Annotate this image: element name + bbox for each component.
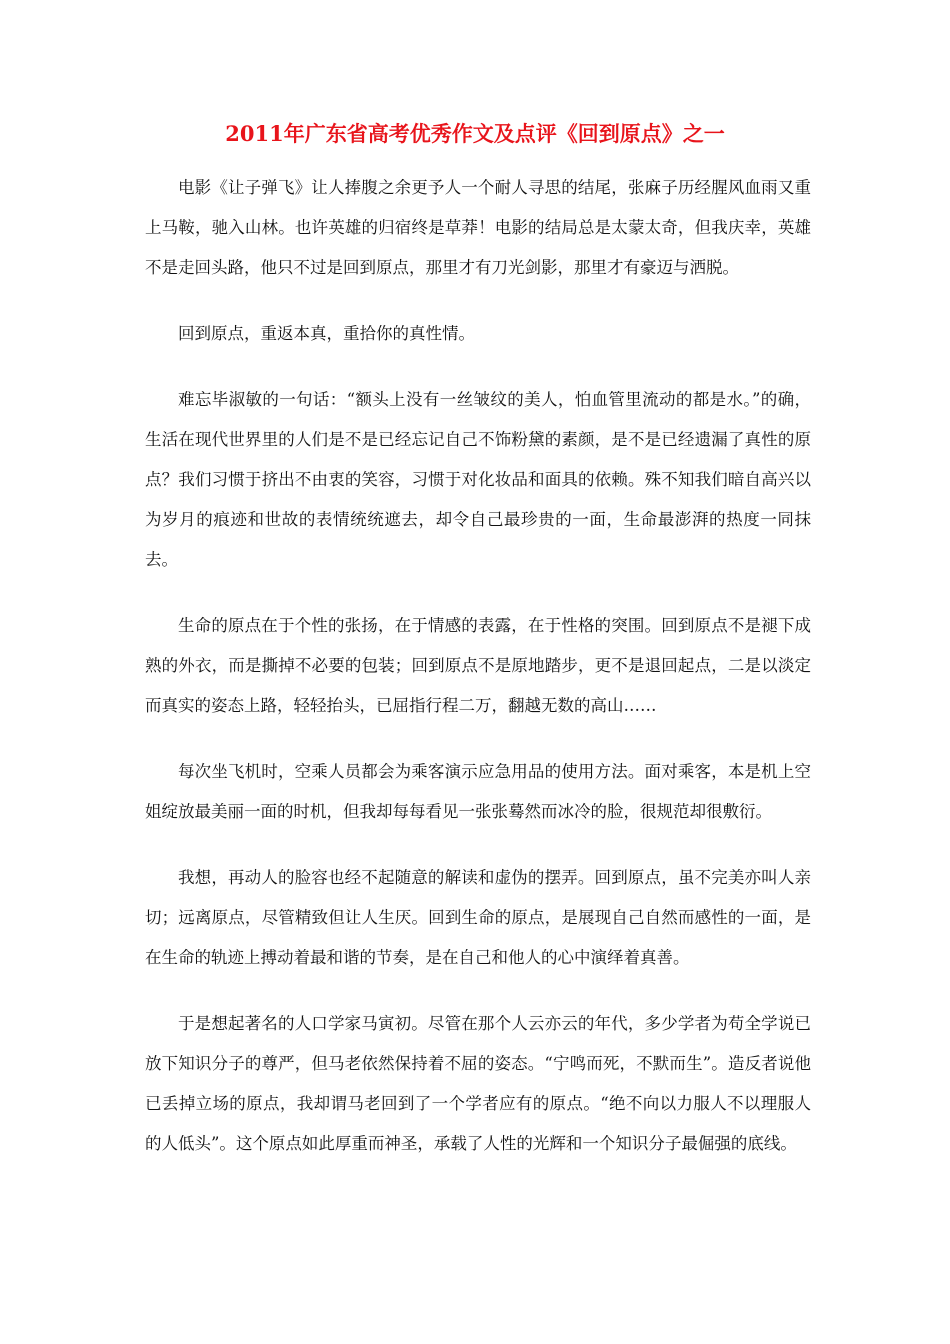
paragraph-3: 难忘毕淑敏的一句话：“额头上没有一丝皱纹的美人，怕血管里流动的都是水。”的确，生活在现代世界里的人们是不是已经忘记自己不饰粉黛的素颜，是不是已经遗漏了真性的原点？我们习惯于挤出不由衷的笑容，习惯于对化妆品和面具的依赖。殊不知我们暗自高兴以为岁月的痕迹和世故的表情统统遮去，却令自己最珍贵的一面，生命最澎湃的热度一同抹去。	[145, 390, 811, 569]
document-title: 2011年广东省高考优秀作文及点评《回到原点》之一	[225, 121, 725, 146]
paragraph-6: 我想，再动人的脸容也经不起随意的解读和虚伪的摆弄。回到原点，虽不完美亦叫人亲切；远离原点，尽管精致但让人生厌。回到生命的原点，是展现自己自然而感性的一面，是在生命的轨迹上搏动着最和谐的节奏，是在自己和他人的心中演绎着真善。	[145, 868, 811, 967]
paragraph-5: 每次坐飞机时，空乘人员都会为乘客演示应急用品的使用方法。面对乘客，本是机上空姐绽放最美丽一面的时机，但我却每每看见一张张蓦然而冰冷的脸，很规范却很敷衍。	[145, 762, 811, 821]
paragraph-1: 电影《让子弹飞》让人捧腹之余更予人一个耐人寻思的结尾，张麻子历经腥风血雨又重上马鞍，驰入山林。也许英雄的归宿终是草莽！电影的结局总是太蒙太奇，但我庆幸，英雄不是走回头路，他只不过是回到原点，那里才有刀光剑影，那里才有豪迈与洒脱。	[145, 178, 811, 277]
paragraph-4: 生命的原点在于个性的张扬，在于情感的表露，在于性格的突围。回到原点不是褪下成熟的外衣，而是撕掉不必要的包装；回到原点不是原地踏步，更不是退回起点，二是以淡定而真实的姿态上路，轻轻抬头，已屈指行程二万，翻越无数的高山……	[145, 616, 811, 715]
paragraph-2: 回到原点，重返本真，重拾你的真性情。	[178, 324, 475, 343]
document-body	[145, 168, 811, 1190]
paragraph-7: 于是想起著名的人口学家马寅初。尽管在那个人云亦云的年代，多少学者为苟全学说已放下知识分子的尊严，但马老依然保持着不屈的姿态。“宁鸣而死，不默而生”。造反者说他已丢掉立场的原点，我却谓马老回到了一个学者应有的原点。“绝不向以力服人不以理服人的人低头”。这个原点如此厚重而神圣，承载了人性的光辉和一个知识分子最倔强的底线。	[145, 1014, 811, 1153]
